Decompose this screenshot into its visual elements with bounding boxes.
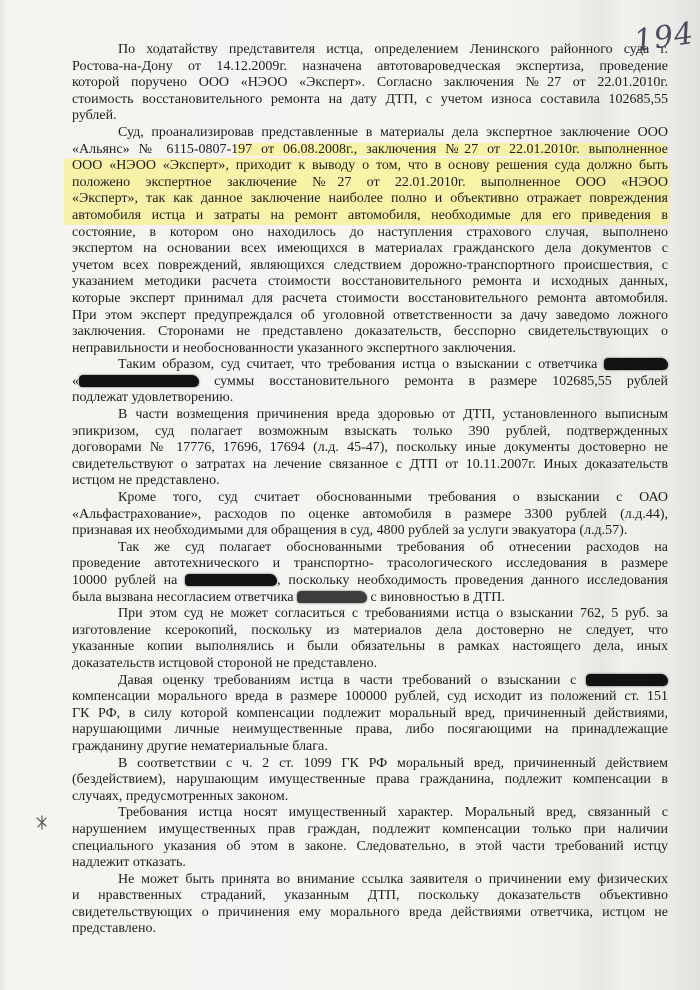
text-segment: с виновностью в ДТП. [367,589,505,605]
text-line: нарушающими личные неимущественные права, либо посягающими на принадлежащие [72,722,668,738]
text-line: рублей. [72,108,117,124]
text-line: договорами № 17776, 17696, 17694 (л.д. 45-47), поскольку иные документы достоверно не [72,440,668,456]
text-line: (бездействием), нарушающим имущественные права гражданина, подлежит компенсации в [72,772,668,788]
text-line: учетом всех повреждений, являющихся следствием дорожно-транспортного происшествия, с [72,257,668,273]
redaction-mark [586,674,668,686]
text-line: ГК РФ, в силу которой компенсации подлежит моральный вред, причиненный действиями, [72,705,668,721]
text-line [72,590,668,607]
text-segment: суммы восстановительного ремонта в размере 102685,55 рублей [199,373,668,389]
paragraph [72,805,668,871]
text-line: экспертом на основании всех имеющихся в материалах гражданского дела документов с [72,241,668,257]
text-line: При этом суд не может согласиться с требованиями истца о взыскании 762, 5 руб. за [118,606,668,622]
paragraph [72,872,668,938]
text-line: свидетельствующих о причинения ему морального вреда действиями ответчика, истцом не [72,904,668,920]
text-line: надлежит отказать. [72,855,186,871]
text-line: автомобиля истца и затраты на ремонт автомобиля, необходимые для его приведения в [72,207,668,223]
text-line: Суд, проанализировав представленные в материалы дела экспертное заключение ООО [118,124,668,140]
text-line: изготовление ксерокопий, поскольку из материалов дела достоверно не следует, что [72,622,668,638]
text-line: которой поручено ООО «НЭОО «Эксперт». Согласно заключения №27 от 22.01.2010г. [72,75,668,91]
text-line: подлежат удовлетворению. [72,390,234,406]
text-line: заключения. Сторонами не представлено доказательств, бесспорно свидетельствующих о [72,324,668,340]
text-line: стоимость восстановительного ремонта на дату ДТП, с учетом износа составила 102685,55 [72,91,668,107]
paragraph [72,357,668,407]
redaction-mark [604,358,668,370]
text-line: Так же суд полагает обоснованными требования об отнесении расходов на [118,539,668,555]
text-line: гражданину другие нематериальные блага. [72,738,328,754]
text-line: и нравственных страданий, указанным ДТП, поскольку доказательств объективно [72,888,668,904]
text-line: Кроме того, суд считает обоснованными требования о взыскании с ОАО [118,490,668,506]
text-line: В соответствии с ч. 2 ст. 1099 ГК РФ моральный вред, причиненный действием [118,755,668,771]
text-line: указанием методики расчета стоимости восстановительного ремонта и исходных данных, [72,274,668,290]
text-line [72,374,668,391]
text-segment: « [72,373,79,389]
text-line: «Альянс» № 6115-0807-197 от 06.08.2008г., заключения №27 от 22.01.2010г. выполненное [72,141,668,157]
redaction-mark [79,375,199,387]
text-line: свидетельствуют о затратах на лечение связанное с ДТП от 10.11.2007г. Иных доказательств [72,456,668,472]
paragraph [72,673,668,756]
text-line: «Альфастрахование», расходов по оценке автомобиля в размере 3300 рублей (л.д.44), [72,506,668,522]
text-segment: Давая оценку требованиям истца в части требований о взыскании с [118,672,586,688]
text-segment: была вызвана несогласием ответчика [72,589,298,605]
margin-pen-mark [34,814,50,832]
text-line: По ходатайству представителя истца, определением Ленинского районного суда г. [118,42,668,57]
paragraph [72,42,668,125]
text-segment: Таким образом, суд считает, что требования истца о взыскании с ответчика [118,357,604,373]
text-line [72,357,668,374]
text-line: проведение автотехнического и транспортно- трасологического исследования в размере [72,556,668,572]
paragraph [72,490,668,540]
text-line: При этом эксперт предупреждался об уголовной ответственности за дачу заведомо ложного [72,307,668,323]
text-line: указанные копии выполнялись и были обязательны в рамках настоящего дела, иных [72,639,668,655]
text-line [72,573,668,590]
text-line: доказательств истцовой стороной не представлено. [72,655,378,671]
paragraph [72,756,668,806]
text-line: «Эксперт», так как данное заключение наиболее полно и объективно отражает повреждения [72,191,668,207]
text-line: ООО «НЭОО «Эксперт», приходит к выводу о том, что в основу решения суда должно быть [72,158,668,174]
text-segment: , поскольку необходимость проведения данного исследования [277,573,668,588]
text-segment: 10000 рублей на [72,573,186,588]
text-line: Требования истца носят имущественный характер. Моральный вред, связанный с [118,805,668,821]
text-line: представлено. [72,921,156,937]
paragraph [72,606,668,672]
text-line: состояние, в котором оно находилось до наступления страхового случая, выполнено [72,224,668,240]
redaction-mark [297,591,367,603]
text-line: признавая их необходимыми для обращения в суд, 4800 рублей за услуги эвакуатора (л.д.57). [72,523,628,539]
handwritten-page-number: 194 [631,15,697,60]
text-line: В части возмещения причинения вреда здоровью от ДТП, установленного выписным [118,407,668,423]
text-line: истцом не представлено. [72,473,220,489]
text-line: эпикризом, суд полагает возможным взыскать только 390 рублей, подтвержденных [72,423,668,439]
redaction-mark [185,574,277,586]
text-line: компенсации морального вреда в размере 100000 рублей, суд исходит из положений ст. 151 [72,689,668,705]
text-line: нарушением имущественных прав граждан, подлежит компенсации только при наличии [72,821,668,837]
text-line: которые эксперт принимал для расчета стоимости восстановительного ремонта автомобиля. [72,290,668,306]
text-line: случаях, предусмотренных законом. [72,788,289,804]
text-line: положено экспертное заключение №27 от 22.01.2010г. выполненное ООО «НЭОО [72,174,668,190]
text-line: специального указания об этом в законе. Следовательно, в этой части требований истцу [72,838,668,854]
paragraph [72,540,668,606]
text-line: Не может быть принята во внимание ссылка заявителя о причинении ему физических [118,871,668,887]
text-line: Ростова-на-Дону от 14.12.2009г. назначена автотовароведческая экспертиза, проведение [72,58,668,74]
text-line: неправильности и необоснованности указанного экспертного заключения. [72,340,516,356]
paragraph [72,407,668,490]
document-text [72,42,668,938]
paragraph [72,125,668,357]
text-line [72,673,668,690]
